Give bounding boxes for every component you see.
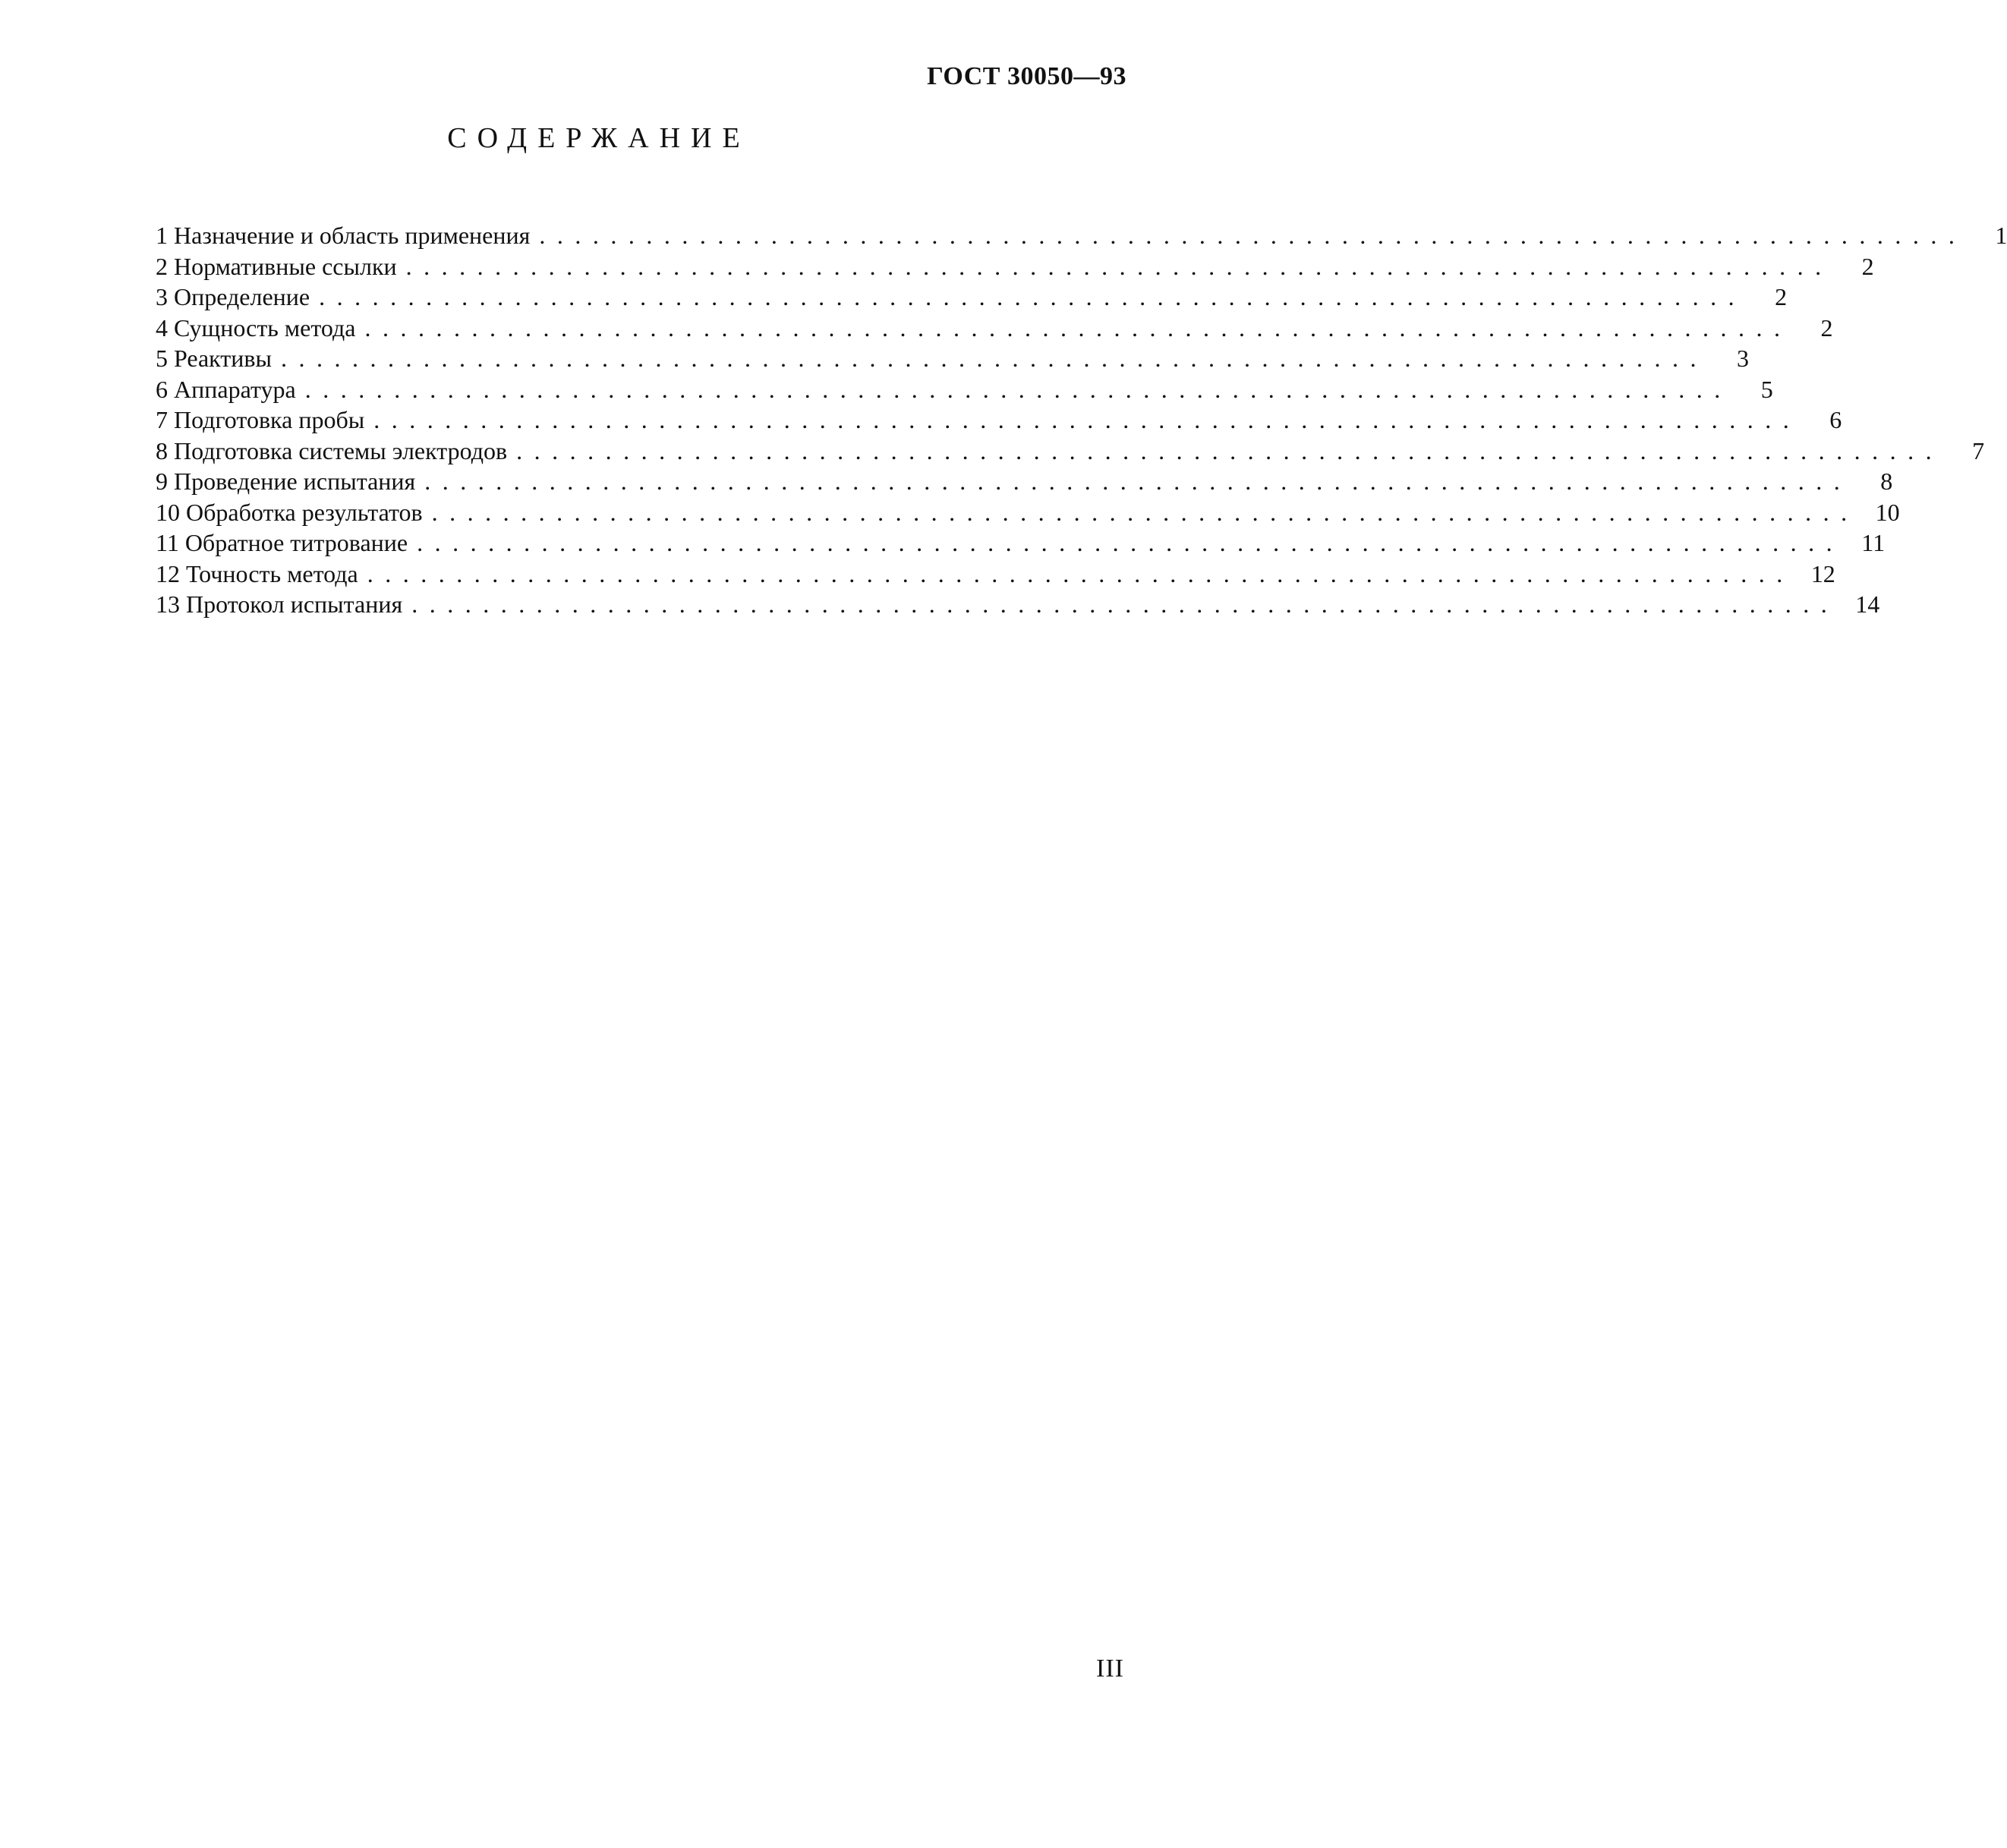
toc-entry-page: 7 (1972, 436, 1985, 464)
toc-entry-page: 6 (1829, 406, 1842, 433)
toc-entry-label: 6 Аппаратура (156, 375, 296, 403)
toc-entry-page: 8 (1880, 468, 1893, 495)
toc-entry-page: 3 (1737, 345, 1750, 372)
toc-entry-page: 1 (1995, 222, 2007, 249)
toc-entry-page: 2 (1775, 283, 1788, 310)
toc-entry[interactable] (156, 313, 1833, 344)
toc-entry[interactable] (156, 251, 1874, 282)
toc-entry[interactable] (156, 559, 1835, 590)
toc-leader-dots: ................................................................................ (516, 436, 1944, 464)
toc-entry[interactable] (156, 220, 2007, 251)
toc-leader-dots: ................................................................................ (431, 498, 1859, 526)
page-number: III (1096, 1654, 1124, 1683)
toc-leader-dots: ................................................................................ (411, 590, 1839, 618)
toc-entry[interactable] (156, 466, 1893, 497)
toc-entry[interactable] (156, 343, 1750, 374)
toc-leader-dots: ................................................................................ (364, 313, 1792, 342)
toc-entry-label: 4 Сущность метода (156, 313, 356, 342)
toc-entry-label: 3 Определение (156, 283, 310, 310)
toc-entry-label: 8 Подготовка системы электродов (156, 436, 508, 464)
toc-entry-label: 13 Протокол испытания (156, 590, 403, 618)
toc-entry-page: 2 (1820, 313, 1833, 342)
toc-entry-label: 7 Подготовка пробы (156, 406, 365, 433)
toc-entry-page: 11 (1861, 529, 1886, 556)
table-of-contents (156, 220, 2007, 620)
toc-leader-dots: ................................................................................ (373, 406, 1801, 433)
toc-entry[interactable] (156, 282, 1788, 313)
toc-entry-label: 10 Обработка результатов (156, 498, 423, 526)
toc-entry-label: 2 Нормативные ссылки (156, 252, 397, 280)
toc-entry-page: 14 (1855, 590, 1880, 618)
toc-entry[interactable] (156, 527, 1886, 559)
toc-entry-page: 2 (1861, 252, 1874, 280)
toc-entry[interactable] (156, 589, 1880, 620)
toc-leader-dots: ................................................................................ (424, 468, 1852, 495)
toc-leader-dots: ................................................................................ (319, 283, 1747, 310)
toc-entry-label: 11 Обратное титрование (156, 529, 408, 556)
toc-entry-label: 1 Назначение и область применения (156, 222, 531, 249)
toc-entry[interactable] (156, 436, 1985, 467)
toc-leader-dots: ................................................................................ (417, 529, 1845, 556)
toc-leader-dots: ................................................................................ (281, 345, 1709, 372)
toc-leader-dots: ................................................................................ (367, 559, 1794, 587)
toc-leader-dots: ................................................................................ (405, 252, 1833, 280)
toc-entry-label: 12 Точность метода (156, 559, 358, 587)
toc-entry-label: 5 Реактивы (156, 345, 273, 372)
toc-leader-dots: ................................................................................ (304, 375, 1732, 403)
toc-entry[interactable] (156, 405, 1842, 436)
toc-title: СОДЕРЖАНИЕ (447, 122, 751, 154)
toc-leader-dots: ................................................................................ (539, 222, 1967, 249)
toc-entry[interactable] (156, 374, 1773, 405)
toc-entry[interactable] (156, 497, 1900, 528)
toc-entry-label: 9 Проведение испытания (156, 468, 416, 495)
toc-entry-page: 5 (1760, 375, 1773, 403)
toc-entry-page: 10 (1875, 498, 1900, 526)
document-code-header: ГОСТ 30050—93 (927, 62, 1126, 90)
toc-entry-page: 12 (1810, 559, 1835, 587)
